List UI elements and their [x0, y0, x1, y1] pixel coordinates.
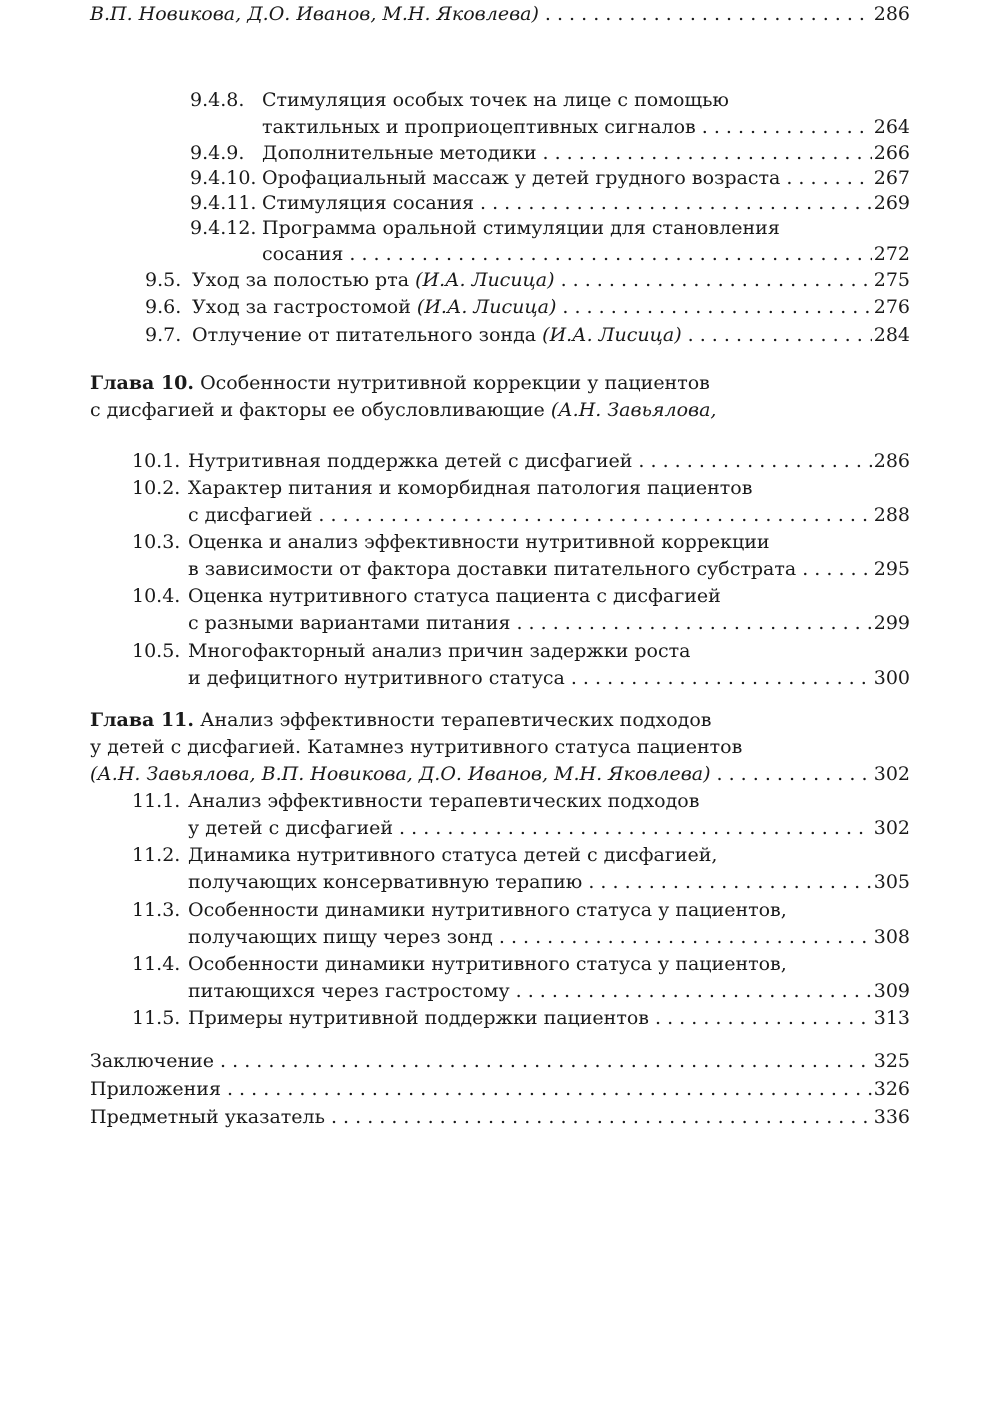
- toc-title: [90, 0, 539, 28]
- toc-entry-text: [262, 139, 910, 167]
- dot-leader: [349, 240, 871, 268]
- dot-leader: [702, 113, 872, 141]
- toc-title: [90, 733, 742, 761]
- toc-entry-line: [0, 0, 1000, 28]
- toc-title: [188, 787, 699, 815]
- dot-leader: [499, 923, 872, 951]
- section-number: 9.7.: [145, 324, 182, 346]
- page-number: 336: [873, 1106, 910, 1128]
- toc-title-text: Динамика нутритивного статуса детей с дисфагией,: [188, 844, 718, 866]
- toc-entry-line: [0, 321, 1000, 349]
- section-number: 10.4.: [132, 585, 181, 607]
- toc-title: [90, 1047, 214, 1075]
- dot-leader: [220, 1047, 872, 1075]
- toc-title-text: тактильных и проприоцептивных сигналов: [262, 116, 696, 138]
- toc-title-text: Дополнительные методики: [262, 142, 537, 164]
- toc-entry-text: [262, 214, 910, 242]
- toc-entry-line: [0, 1103, 1000, 1131]
- toc-entry-line: [0, 113, 1000, 141]
- toc-entry-line: [0, 1047, 1000, 1075]
- page-number: 326: [873, 1078, 910, 1100]
- page-number: 299: [873, 612, 910, 634]
- toc-title: [90, 760, 711, 788]
- toc-entry-text: [90, 760, 910, 788]
- toc-entry-line: [0, 868, 1000, 896]
- toc-entry-text: [90, 733, 910, 761]
- toc-entry-text: [90, 0, 910, 28]
- toc-title: [188, 896, 787, 924]
- toc-title: [90, 396, 716, 424]
- toc-entry-line: [0, 396, 1000, 424]
- toc-title-text: с разными вариантами питания: [188, 612, 511, 634]
- toc-title: [188, 841, 717, 869]
- toc-entry-line: [0, 896, 1000, 924]
- toc-title-text: Уход за полостью рта: [192, 269, 410, 291]
- toc-entry-text: [192, 266, 910, 294]
- dot-leader: [561, 266, 872, 294]
- toc-title: [188, 1004, 649, 1032]
- page-number: 305: [873, 871, 910, 893]
- toc-entry-line: [0, 637, 1000, 665]
- toc-entry-text: [188, 1004, 910, 1032]
- toc-title-text: Анализ эффективности терапевтических подходов: [200, 709, 712, 731]
- toc-title: [188, 923, 493, 951]
- toc-title-text: Программа оральной стимуляции для становления: [262, 217, 780, 239]
- toc-title: [188, 977, 510, 1005]
- toc-title: [188, 950, 787, 978]
- toc-entry-line: [0, 1075, 1000, 1103]
- toc-title-text: получающих пищу через зонд: [188, 926, 493, 948]
- toc-title-text: Анализ эффективности терапевтических подходов: [188, 790, 700, 812]
- page-number: 302: [873, 763, 910, 785]
- page-number: 286: [873, 3, 910, 25]
- toc-entry-line: [0, 923, 1000, 951]
- toc-entry-line: [0, 501, 1000, 529]
- toc-title-text: Оценка нутритивного статуса пациента с дисфагией: [188, 585, 721, 607]
- toc-title-text: Примеры нутритивной поддержки пациентов: [188, 1007, 649, 1029]
- toc-title-text: Орофациальный массаж у детей грудного возраста: [262, 167, 781, 189]
- page-number: 308: [873, 926, 910, 948]
- toc-entry-line: [0, 950, 1000, 978]
- page-number: 276: [873, 296, 910, 318]
- toc-entry-line: [0, 214, 1000, 242]
- toc-authors: (И.А. Лисица): [542, 324, 682, 346]
- toc-title: [90, 1103, 325, 1131]
- toc-title: [192, 321, 682, 349]
- toc-title: [188, 637, 690, 665]
- toc-entry-line: [0, 664, 1000, 692]
- dot-leader: [543, 139, 872, 167]
- section-number: 11.1.: [132, 790, 181, 812]
- toc-title: [188, 528, 770, 556]
- toc-entry-line: [0, 164, 1000, 192]
- toc-entry-text: [188, 977, 910, 1005]
- page-number: 302: [873, 817, 910, 839]
- toc-entry-text: [188, 841, 910, 869]
- toc-title-text: Особенности динамики нутритивного статуса у пациентов,: [188, 899, 787, 921]
- toc-title: [188, 582, 721, 610]
- section-number: 11.3.: [132, 899, 181, 921]
- toc-entry-text: [90, 396, 910, 424]
- toc-entry-line: [0, 240, 1000, 268]
- toc-entry-text: [188, 868, 910, 896]
- section-number: 11.4.: [132, 953, 181, 975]
- chapter-label: Глава 10.: [90, 372, 195, 394]
- toc-title-text: Заключение: [90, 1050, 215, 1072]
- section-number: 9.4.11.: [190, 192, 257, 214]
- section-number: 9.4.12.: [190, 217, 257, 239]
- toc-entry-text: [262, 189, 910, 217]
- toc-title-text: Особенности нутритивной коррекции у пациентов: [200, 372, 710, 394]
- toc-title-text: Оценка и анализ эффективности нутритивной коррекции: [188, 531, 770, 553]
- toc-entry-text: [188, 787, 910, 815]
- toc-title-text: Стимуляция особых точек на лице с помощью: [262, 89, 729, 111]
- toc-entry-text: [90, 706, 910, 734]
- toc-title-text: Уход за гастростомой: [192, 296, 411, 318]
- toc-title: [188, 609, 510, 637]
- toc-title: [188, 868, 582, 896]
- toc-entry-line: [0, 447, 1000, 475]
- toc-entry-line: [0, 977, 1000, 1005]
- toc-entry-line: [0, 760, 1000, 788]
- toc-title: [188, 474, 752, 502]
- toc-authors: (А.Н. Завьялова,: [550, 399, 717, 421]
- toc-entry-line: [0, 474, 1000, 502]
- toc-title-text: Многофакторный анализ причин задержки роста: [188, 640, 691, 662]
- toc-entry-line: [0, 841, 1000, 869]
- toc-title-text: у детей с дисфагией: [188, 817, 394, 839]
- dot-leader: [480, 189, 872, 217]
- toc-entry-line: [0, 266, 1000, 294]
- dot-leader: [516, 609, 871, 637]
- toc-entry-line: [0, 528, 1000, 556]
- toc-title: [262, 113, 696, 141]
- toc-entry-line: [0, 733, 1000, 761]
- toc-title: [188, 814, 393, 842]
- toc-title: [188, 664, 565, 692]
- toc-title-text: питающихся через гастростому: [188, 980, 510, 1002]
- page-number: 288: [873, 504, 910, 526]
- toc-title: [188, 501, 312, 529]
- dot-leader: [588, 868, 871, 896]
- dot-leader: [802, 555, 872, 583]
- toc-entry-text: [188, 582, 910, 610]
- toc-authors: (И.А. Лисица): [416, 296, 557, 318]
- toc-title: [262, 189, 474, 217]
- toc-entry-text: [192, 321, 910, 349]
- toc-title: [262, 240, 343, 268]
- toc-title-text: сосания: [262, 243, 344, 265]
- toc-title: [262, 139, 537, 167]
- page-number: 275: [873, 269, 910, 291]
- dot-leader: [331, 1103, 872, 1131]
- toc-entry-line: [0, 293, 1000, 321]
- section-number: 10.1.: [132, 450, 181, 472]
- toc-entry-line: [0, 706, 1000, 734]
- toc-entry-text: [188, 923, 910, 951]
- toc-entry-text: [188, 528, 910, 556]
- page-number: 267: [873, 167, 910, 189]
- page-number: 300: [873, 667, 910, 689]
- section-number: 9.4.8.: [190, 89, 245, 111]
- toc-title: [90, 369, 710, 397]
- toc-entry-text: [262, 164, 910, 192]
- dot-leader: [655, 1004, 872, 1032]
- toc-entry-line: [0, 1004, 1000, 1032]
- toc-title-text: Характер питания и коморбидная патология пациентов: [188, 477, 753, 499]
- toc-title: [262, 86, 729, 114]
- toc-entry-text: [188, 814, 910, 842]
- toc-title: [188, 555, 796, 583]
- toc-title-text: Стимуляция сосания: [262, 192, 474, 214]
- toc-title-text: Нутритивная поддержка детей с дисфагией: [188, 450, 633, 472]
- dot-leader: [399, 814, 872, 842]
- toc-entry-text: [262, 113, 910, 141]
- section-number: 11.2.: [132, 844, 181, 866]
- dot-leader: [688, 321, 872, 349]
- toc-entry-text: [90, 369, 910, 397]
- toc-authors: (И.А. Лисица): [415, 269, 555, 291]
- dot-leader: [562, 293, 871, 321]
- toc-entry-text: [90, 1047, 910, 1075]
- toc-entry-text: [192, 293, 910, 321]
- toc-entry-text: [262, 86, 910, 114]
- toc-title: [262, 164, 780, 192]
- toc-title-text: и дефицитного нутритивного статуса: [188, 667, 565, 689]
- toc-title-text: у детей с дисфагией. Катамнез нутритивного статуса пациентов: [90, 736, 743, 758]
- section-number: 9.4.10.: [190, 167, 257, 189]
- toc-entry-text: [188, 637, 910, 665]
- toc-title: [188, 447, 632, 475]
- toc-title: [262, 214, 780, 242]
- page-number: 325: [873, 1050, 910, 1072]
- page-number: 284: [873, 324, 910, 346]
- page-number: 264: [873, 116, 910, 138]
- page-number: 272: [873, 243, 910, 265]
- toc-title: [192, 266, 555, 294]
- toc-entry-line: [0, 369, 1000, 397]
- section-number: 10.2.: [132, 477, 181, 499]
- toc-entry-text: [188, 501, 910, 529]
- page-number: 286: [873, 450, 910, 472]
- dot-leader: [638, 447, 871, 475]
- section-number: 11.5.: [132, 1007, 181, 1029]
- dot-leader: [571, 664, 872, 692]
- page-number: 269: [873, 192, 910, 214]
- page-number: 313: [873, 1007, 910, 1029]
- dot-leader: [516, 977, 872, 1005]
- toc-entry-text: [188, 950, 910, 978]
- toc-authors: В.П. Новикова, Д.О. Иванов, М.Н. Яковлева): [90, 3, 539, 25]
- toc-entry-text: [90, 1075, 910, 1103]
- toc-entry-text: [188, 447, 910, 475]
- toc-title-text: Отлучение от питательного зонда: [192, 324, 537, 346]
- section-number: 9.6.: [145, 296, 182, 318]
- toc-entry-line: [0, 86, 1000, 114]
- page-number: 309: [873, 980, 910, 1002]
- toc-entry-text: [188, 664, 910, 692]
- page-number: 295: [873, 558, 910, 580]
- toc-entry-line: [0, 139, 1000, 167]
- toc-title-text: в зависимости от фактора доставки питательного субстрата: [188, 558, 797, 580]
- toc-title-text: получающих консервативную терапию: [188, 871, 583, 893]
- section-number: 10.3.: [132, 531, 181, 553]
- toc-authors: (А.Н. Завьялова, В.П. Новикова, Д.О. Иванов, М.Н. Яковлева): [90, 763, 711, 785]
- section-number: 10.5.: [132, 640, 181, 662]
- section-number: 9.5.: [145, 269, 182, 291]
- toc-entry-text: [188, 896, 910, 924]
- toc-title-text: с дисфагией и факторы ее обусловливающие: [90, 399, 545, 421]
- dot-leader: [318, 501, 871, 529]
- toc-entry-text: [188, 474, 910, 502]
- toc-entry-text: [188, 555, 910, 583]
- dot-leader: [717, 760, 872, 788]
- toc-entry-text: [90, 1103, 910, 1131]
- toc-entry-line: [0, 555, 1000, 583]
- toc-entry-text: [188, 609, 910, 637]
- toc-entry-line: [0, 189, 1000, 217]
- toc-entry-line: [0, 582, 1000, 610]
- toc-entry-line: [0, 609, 1000, 637]
- toc-title: [192, 293, 556, 321]
- toc-title-text: Особенности динамики нутритивного статуса у пациентов,: [188, 953, 787, 975]
- toc-entry-line: [0, 814, 1000, 842]
- section-number: 9.4.9.: [190, 142, 245, 164]
- dot-leader: [227, 1075, 872, 1103]
- dot-leader: [786, 164, 871, 192]
- toc-title-text: Предметный указатель: [90, 1106, 325, 1128]
- dot-leader: [545, 0, 872, 28]
- toc-entry-text: [262, 240, 910, 268]
- toc-title: [90, 1075, 221, 1103]
- chapter-label: Глава 11.: [90, 709, 195, 731]
- toc-title-text: с дисфагией: [188, 504, 313, 526]
- toc-entry-line: [0, 787, 1000, 815]
- toc-title: [90, 706, 711, 734]
- page-number: 266: [873, 142, 910, 164]
- toc-title-text: Приложения: [90, 1078, 221, 1100]
